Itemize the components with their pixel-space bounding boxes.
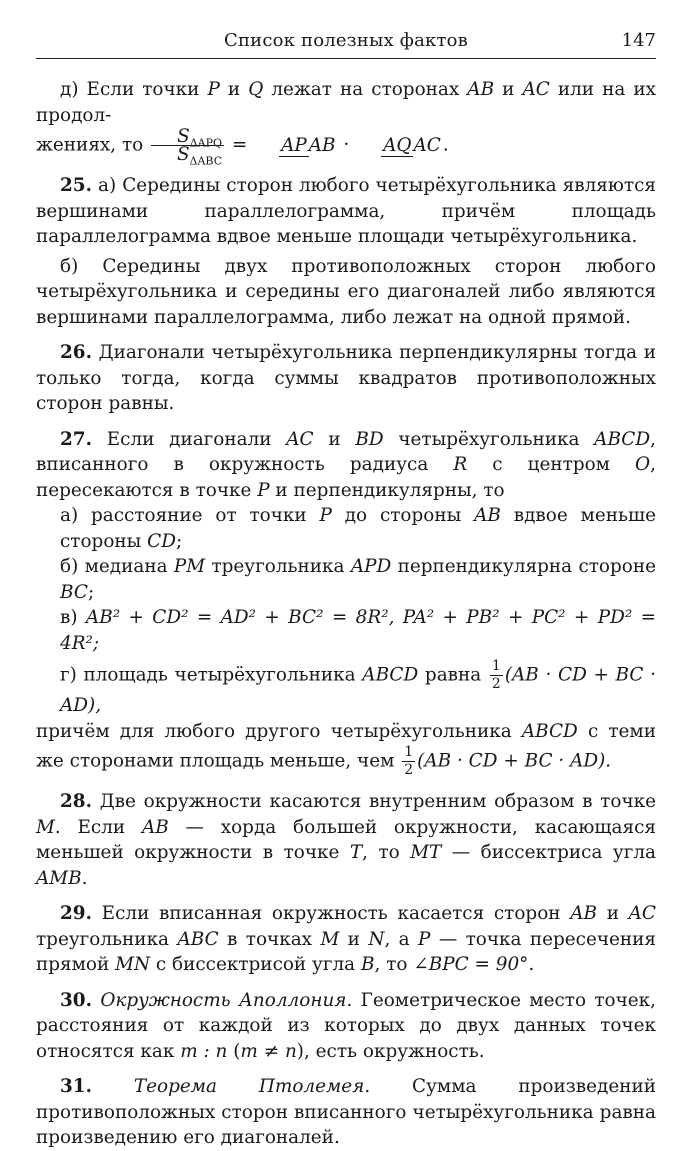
var-ab: AB [570,903,598,924]
var-t: T [349,842,363,863]
fact-29-t7: — точка пересечения прямой [36,928,657,975]
fact-number-28: 28. [60,791,92,812]
fact-27v-label: в) [60,607,86,628]
fact-25a [36,173,656,250]
fact-30-t3: ), есть окружность. [296,1040,485,1062]
ptolemy-theorem-title: Теорема Птолемея [92,1076,365,1097]
area-expression-2: (AB · CD + BC · AD). [417,750,612,772]
fact-25a-text: а) Середины сторон любого четырёхугольника являются вершинами параллелограмма, причём площадь параллелограмма вдвое меньше площади четырёхугольника. [36,175,656,247]
fact-28-t2: . Если [54,816,142,838]
fraction-ab: AB [308,134,336,156]
var-ab: AB [474,505,501,526]
fact-27v [36,605,656,656]
fact-25b [36,254,656,331]
half-fraction [490,658,503,693]
var-ab: AB [141,816,169,838]
fact-29-t2: и [597,903,629,924]
area-symbol-2: S [176,144,190,165]
fact-28-t5: — биссектриса угла [441,842,656,863]
fact-number-29: 29. [60,903,92,924]
area-sub-apq: ΔAPQ [189,136,222,150]
var-cd: CD [147,530,176,552]
var-b: B [361,954,375,975]
fact-29-t6: , а [384,928,419,950]
fact-24d-line2: жениях, то [36,134,150,156]
text-and-2: и [494,79,523,100]
var-o: O [635,454,651,475]
book-page [36,18,656,1151]
var-p: P [207,79,220,100]
fact-28 [36,789,656,891]
half-denominator: 2 [404,762,414,778]
half-numerator: 1 [491,658,501,674]
var-ac: AC [522,79,550,100]
fact-27-t6: , пересекаются в точке [36,454,656,501]
var-q: Q [248,79,264,100]
apollonius-circle-title: Окружность Аполлония [92,989,347,1011]
area-symbol: S [177,126,190,147]
fact-24d-tail: или на их продол- [36,79,657,126]
var-pm: PM [173,556,206,577]
fact-24d-lead: д) Если точки [60,79,208,100]
fraction-aq: AQ [383,134,412,156]
fact-27-t7: и перпендикулярны, то [269,479,505,501]
semicolon: ; [87,581,95,603]
var-p: P [257,479,270,501]
fact-31-text: . Сумма произведений противоположных сторон вписанного четырёхугольника равна произведению его диагоналей. [36,1076,656,1148]
var-ab: AB [467,79,495,100]
var-mt: MT [410,842,442,863]
equals-sign: = [226,134,254,156]
fraction-ac: AC [413,134,441,156]
fact-27g-t1: г) площадь четырёхугольника [60,664,363,686]
fact-30 [36,988,656,1065]
aq-ac-fraction [357,133,441,159]
fact-number-25: 25. [60,175,92,196]
var-abc: ABC [177,928,219,950]
half-fraction-2 [402,744,415,779]
fact-27a [36,503,656,554]
fact-27a-t1: а) расстояние от точки [60,505,320,526]
fact-27 [36,427,656,504]
fact-30-t1: . Геометрическое место точек, расстояния от каждой из которых до двух данных точек относятся как [36,989,656,1062]
period: . [442,134,449,156]
fact-27-t4: , вписанного в окружность радиуса [36,428,656,475]
fact-27b-t1: б) медиана [60,556,174,577]
var-amb: AMB [36,867,82,889]
fact-29 [36,901,656,978]
var-apd: APD [350,556,392,577]
area-expression: (AB · CD + BC · AD), [60,664,656,716]
var-abcd: ABCD [521,720,578,742]
period: . [81,867,88,889]
var-p: P [319,505,332,526]
dot-sign: · [337,134,356,156]
fact-27-t2: и [313,428,356,450]
area-ratio-fraction [151,126,224,168]
var-m: M [36,816,55,838]
open-paren: ( [227,1040,241,1062]
fact-26-text: Диагонали четырёхугольника перпендикулярны тогда и только тогда, когда суммы квадратов противоположных сторон равны. [36,342,656,414]
fact-27b [36,554,656,605]
fact-29-t9: , то [374,954,414,975]
semicolon: ; [175,530,183,552]
var-m: M [320,928,340,950]
fact-28-t1: Две окружности касаются внутренним образом в точке [92,791,656,812]
fact-27b-t2: треугольника [205,556,351,577]
fact-27g-t3: причём для любого другого четырёхугольника [36,720,522,742]
fact-27b-t3: перпендикулярна стороне [391,556,656,577]
text-and: и [219,79,249,100]
var-abcd: ABCD [362,664,419,686]
inequality-expression: m ≠ n [240,1040,297,1062]
squares-formula: AB² + CD² = AD² + BC² = 8R², PA² + PB² + PC² + PD² = 4R²; [60,607,657,654]
var-p: P [418,928,431,950]
var-r: R [453,454,468,475]
body-text [36,77,656,1151]
fraction-ap: AP [281,134,307,156]
fact-28-t3: — хорда большей окружности, касающаяся меньшей окружности в точке [36,816,656,863]
fact-number-30: 30. [60,989,92,1011]
fact-27g-t2: равна [418,664,488,686]
var-ac: AC [628,903,656,924]
fact-24d [36,77,657,168]
var-mn: MN [115,954,151,975]
fact-25b-text: б) Середины двух противоположных сторон любого четырёхугольника и середины его диагоналей либо являются вершинами параллелограмма, либо лежат на одной прямой. [36,255,656,328]
fact-31 [36,1074,656,1151]
var-abcd: ABCD [594,428,651,450]
ratio-expression: m : n [180,1040,228,1062]
var-bc: BC [60,581,88,603]
fact-27-t5: с центром [467,454,636,475]
fact-27a-t2: до стороны [331,505,475,526]
fact-27g [36,658,656,719]
fact-number-31: 31. [60,1076,92,1097]
header-title: Список полезных фактов [224,30,468,51]
running-header [36,18,656,59]
fact-27g-cont [36,719,656,780]
var-ac: AC [286,428,314,450]
fact-29-t8: с биссектрисой угла [150,954,361,975]
area-sub-abc: ΔABC [189,154,223,168]
fact-27-t3: четырёхугольника [383,428,595,450]
fact-27a-t3: вдвое меньше стороны [60,505,657,552]
ap-ab-fraction [255,133,335,159]
fact-29-t3: треугольника [36,928,178,950]
fact-29-t1: Если вписанная окружность касается сторон [92,903,571,924]
fact-28-t4: , то [362,842,411,863]
page-number: 147 [621,30,656,51]
period: . [528,954,535,975]
fact-27-t1: Если диагонали [92,428,287,450]
fact-number-26: 26. [60,342,92,363]
var-n: N [368,928,385,950]
half-denominator: 2 [491,676,501,692]
fact-number-27: 27. [60,428,92,450]
fact-27g-t4: с теми же сторонами площадь меньше, чем [36,720,656,772]
angle-expression: ∠BPC = 90° [413,954,529,975]
fact-24d-mid: лежат на сторонах [263,79,468,100]
fact-26 [36,340,656,417]
fact-29-t5: и [339,928,369,950]
half-numerator: 1 [404,744,414,760]
var-bd: BD [355,428,384,450]
fact-29-t4: в точках [218,928,321,950]
